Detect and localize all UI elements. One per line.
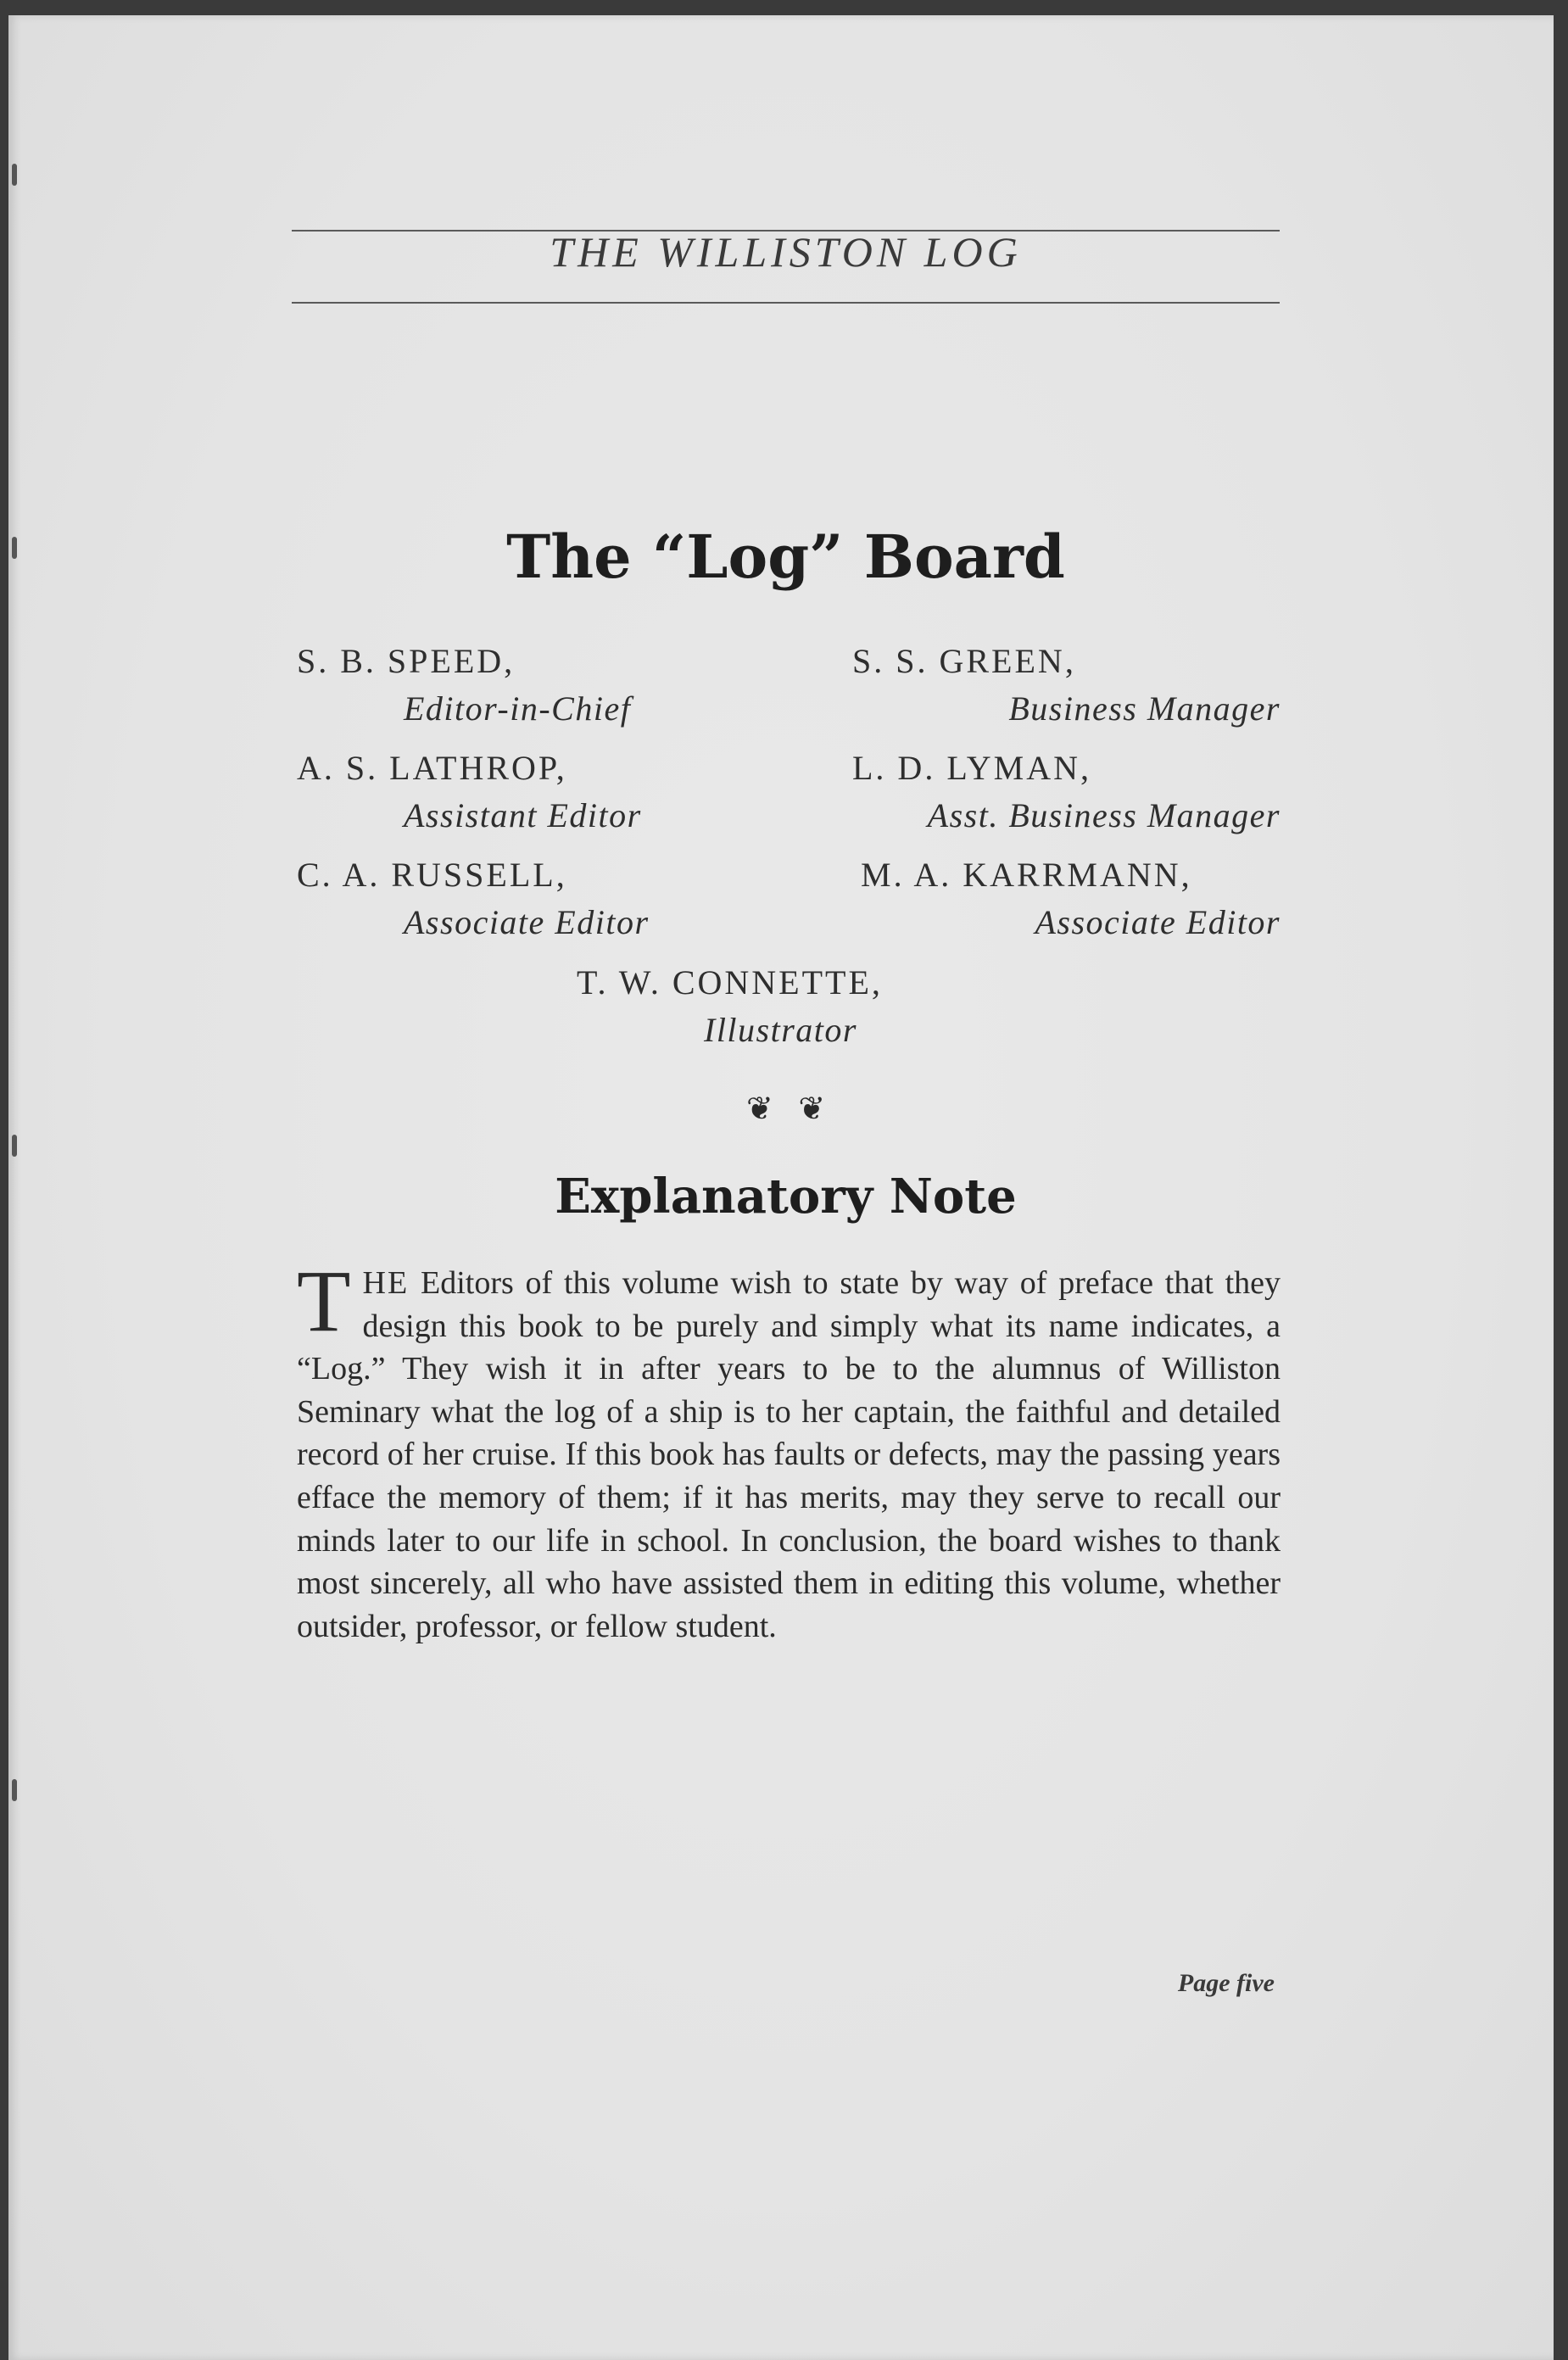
lead-in: HE — [362, 1265, 410, 1301]
note-paragraph — [297, 1253, 1281, 1648]
board-member — [297, 745, 772, 840]
member-role: Editor-in-Chief — [404, 689, 632, 728]
board-member — [861, 851, 1281, 946]
board-member — [297, 851, 772, 946]
member-role: Business Manager — [1008, 689, 1281, 728]
drop-cap: T — [297, 1253, 351, 1350]
member-name: T. W. CONNETTE, — [577, 963, 883, 1001]
note-text: Editors of this volume wish to state by way of preface that they design this book to be purely and simply what its name indicates, a “Log.” They wish it in after years to be to the alumnus of Williston Seminary what the log of a ship is to her captain, the faithful and detailed record of her cruise. If this book has faults or defects, may the passing years efface the memory of them; if it has merits, may they serve to recall our minds later to our life in school. In conclusion, the board wishes to thank most sincerely, all who have assisted them in editing this volume, whether outsider, professor, or fellow student. — [297, 1265, 1281, 1644]
member-name: L. D. LYMAN, — [852, 749, 1091, 787]
member-name: A. S. LATHROP, — [297, 749, 567, 787]
member-role: Illustrator — [704, 1011, 857, 1049]
note-title: Explanatory Note — [555, 1169, 1017, 1225]
spine-mark — [12, 537, 17, 559]
board-member — [852, 745, 1281, 840]
member-name: M. A. KARRMANN, — [861, 856, 1192, 894]
page-number: Page five — [1177, 1969, 1275, 1997]
board-member — [297, 638, 772, 733]
board-member — [852, 638, 1281, 733]
member-role: Associate Editor — [1035, 903, 1281, 941]
fleuron-ornament: ❦ ❦ — [746, 1091, 834, 1127]
member-name: S. S. GREEN, — [852, 642, 1076, 680]
member-name: S. B. SPEED, — [297, 642, 516, 680]
board-member — [577, 959, 984, 1054]
member-role: Asst. Business Manager — [927, 796, 1281, 834]
member-role: Associate Editor — [404, 903, 650, 941]
member-role: Assistant Editor — [404, 796, 642, 834]
spine-mark — [12, 1779, 17, 1801]
running-head: THE WILLISTON LOG — [550, 228, 1022, 276]
header-rule-bottom — [292, 302, 1280, 304]
spine-mark — [12, 164, 17, 186]
member-name: C. A. RUSSELL, — [297, 856, 567, 894]
board-title: The “Log” Board — [506, 522, 1065, 592]
spine-mark — [12, 1135, 17, 1157]
